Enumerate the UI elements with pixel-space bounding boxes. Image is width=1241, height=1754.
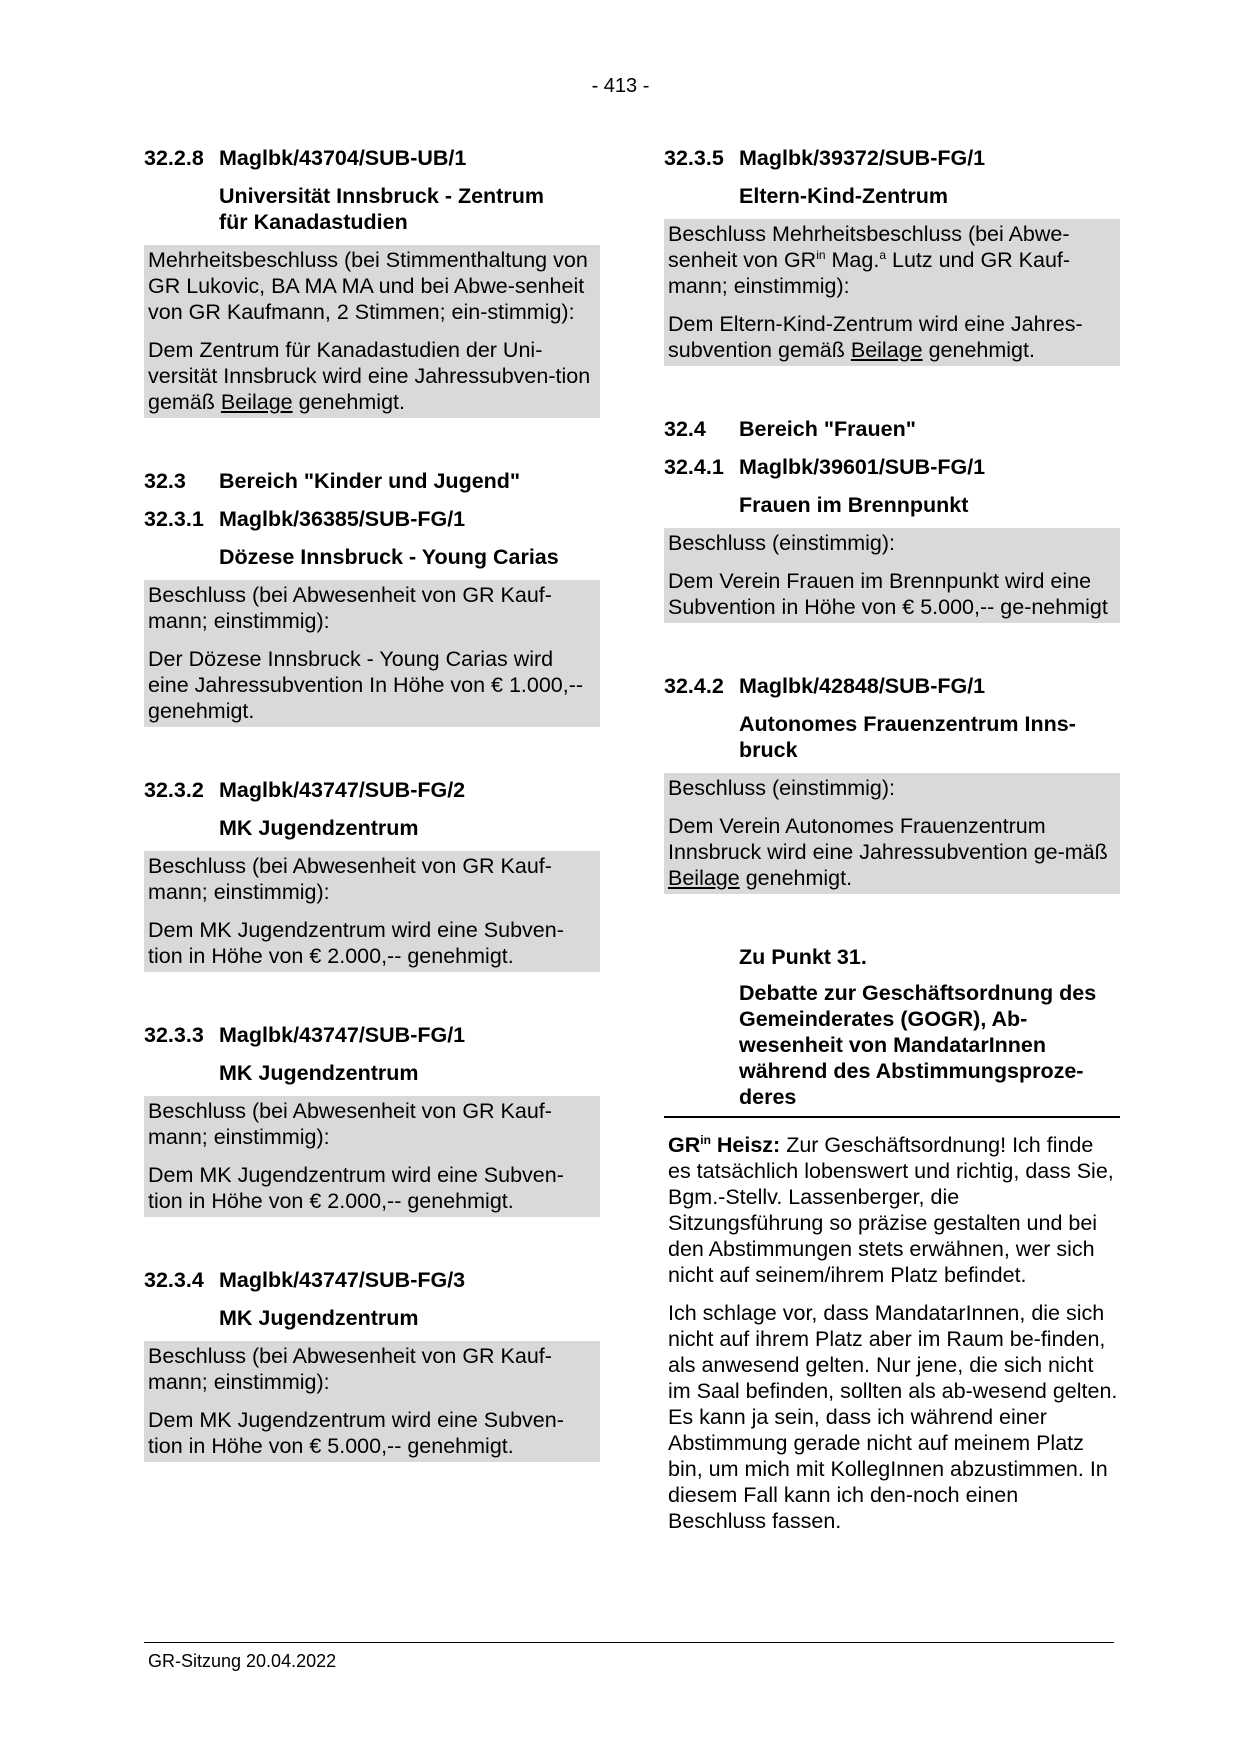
resolution-box [664, 773, 1120, 894]
section-title-line: Universität Innsbruck - Zentrum [219, 184, 544, 208]
section-heading [144, 777, 600, 803]
section-title: MK Jugendzentrum [219, 1061, 419, 1085]
section-heading [144, 145, 600, 171]
text-span: genehmigt. [292, 390, 405, 414]
resolution-text: Beschluss (bei Abwesenheit von GR Kauf-mann; einstimmig): [148, 854, 552, 904]
resolution-text [148, 337, 596, 415]
section-number: 32.3.5 [664, 146, 724, 170]
section-title: Bereich "Kinder und Jugend" [219, 469, 521, 493]
section-heading [664, 416, 1120, 442]
section-title: Frauen im Brennpunkt [739, 493, 969, 517]
section-number: 32.3.3 [144, 1023, 204, 1047]
beilage-link[interactable]: Beilage [850, 338, 923, 362]
speech [664, 1132, 1120, 1534]
section-title: MK Jugendzentrum [219, 1306, 419, 1330]
footer-divider [144, 1642, 1114, 1643]
text-span: Zur Geschäftsordnung! Ich finde es tatsächlich lobenswert und richtig, dass Sie, Bgm.-Stellv. Lassenberger, die Sitzungsführung so präzise gestalten und bei den Abstimmungen stets erwähnen, wer sich nicht auf seinem/ihrem Platz befindet. [668, 1133, 1114, 1287]
resolution-text: Beschluss (bei Abwesenheit von GR Kauf-mann; einstimmig): [148, 1344, 552, 1394]
resolution-text: Dem MK Jugendzentrum wird eine Subven-tion in Höhe von € 5.000,-- genehmigt. [148, 1408, 564, 1458]
divider [664, 1116, 1120, 1118]
resolution-text [668, 311, 1116, 363]
section-code: Maglbk/39601/SUB-FG/1 [739, 455, 986, 479]
section-code: Maglbk/42848/SUB-FG/1 [739, 674, 986, 698]
text-span: genehmigt. [922, 338, 1035, 362]
text-span: Dem Zentrum für Kanadastudien der Uni-versität Innsbruck wird eine Jahressubven-tion gemäß [148, 338, 591, 414]
section-title [219, 183, 600, 235]
section-code: Maglbk/39372/SUB-FG/1 [739, 146, 986, 170]
section-number: 32.3.2 [144, 778, 204, 802]
resolution-text: Dem MK Jugendzentrum wird eine Subven-tion in Höhe von € 2.000,-- genehmigt. [148, 1163, 564, 1213]
text-span: genehmigt. [739, 866, 853, 890]
section-heading [664, 454, 1120, 480]
resolution-box [144, 851, 600, 972]
section-number: 32.4.1 [664, 455, 724, 479]
section-title: Autonomes Frauenzentrum Inns-bruck [739, 712, 1076, 762]
section-heading [144, 1022, 600, 1048]
speaker-name: Heisz: [710, 1133, 781, 1157]
speaker-label: GR [668, 1133, 701, 1157]
left-column [144, 145, 600, 1462]
beilage-link[interactable]: Beilage [220, 390, 293, 414]
section-code: Maglbk/43747/SUB-FG/1 [219, 1023, 466, 1047]
section-number: 32.3.1 [144, 507, 204, 531]
speech-paragraph [664, 1132, 1120, 1288]
section-number: 32.4.2 [664, 674, 724, 698]
resolution-box [144, 245, 600, 418]
resolution-box [144, 1096, 600, 1217]
text-span: Dem Verein Autonomes Frauenzentrum Innsbruck wird eine Jahressubvention ge-mäß [668, 814, 1108, 864]
resolution-text: Beschluss (einstimmig): [668, 531, 895, 555]
section-heading [664, 145, 1120, 171]
resolution-box [664, 528, 1120, 623]
resolution-text: Beschluss (bei Abwesenheit von GR Kauf-mann; einstimmig): [148, 1099, 552, 1149]
section-code: Maglbk/43747/SUB-FG/2 [219, 778, 466, 802]
speech-paragraph: Ich schlage vor, dass MandatarInnen, die sich nicht auf ihrem Platz aber im Raum be-finden, als anwesend gelten. Nur jene, die sich nicht im Saal befinden, sollten als ab-wesend gelten. Es kann ja sein, dass ich während einer Abstimmung gerade nicht auf meinem Platz bin, um mich mit KollegInnen abzustimmen. In diesem Fall kann ich den-noch einen Beschluss fassen. [668, 1301, 1118, 1533]
resolution-text: Der Dözese Innsbruck - Young Carias wird eine Jahressubvention In Höhe von € 1.000,-- genehmigt. [148, 647, 584, 723]
agenda-item-title: Zu Punkt 31. [739, 945, 867, 969]
text-span: Lutz und GR Kauf-mann; einstimmig): [668, 248, 1071, 298]
superscript: a [879, 247, 887, 262]
section-heading [664, 673, 1120, 699]
page-number: - 413 - [591, 75, 650, 97]
section-number: 32.2.8 [144, 146, 204, 170]
resolution-box [144, 1341, 600, 1462]
right-column [664, 145, 1120, 1546]
agenda-item-subtitle: Debatte zur Geschäftsordnung des Gemeinderates (GOGR), Ab-wesenheit von MandatarInnen während des Abstimmungsproze-deres [739, 981, 1097, 1109]
section-code: Maglbk/36385/SUB-FG/1 [219, 507, 466, 531]
section-heading [144, 1267, 600, 1293]
section-title: Eltern-Kind-Zentrum [739, 184, 949, 208]
resolution-text: Dem MK Jugendzentrum wird eine Subven-tion in Höhe von € 2.000,-- genehmigt. [148, 918, 564, 968]
section-number: 32.3 [144, 469, 186, 493]
section-number: 32.3.4 [144, 1268, 204, 1292]
text-span: Mag. [825, 248, 880, 272]
text-span: Beschluss Mehrheitsbeschluss (bei Abwe-senheit von GR [668, 222, 1070, 272]
section-code: Maglbk/43704/SUB-UB/1 [219, 146, 467, 170]
text-span: Dem Eltern-Kind-Zentrum wird eine Jahres-subvention gemäß [668, 312, 1083, 362]
section-title: Bereich "Frauen" [739, 417, 916, 441]
resolution-text [668, 813, 1116, 891]
resolution-text: Beschluss (bei Abwesenheit von GR Kauf-mann; einstimmig): [148, 583, 552, 633]
section-title-line: für Kanadastudien [219, 210, 408, 234]
section-heading [144, 506, 600, 532]
superscript: in [700, 1132, 711, 1147]
section-title: Dözese Innsbruck - Young Carias [219, 545, 559, 569]
footer-text: GR-Sitzung 20.04.2022 [148, 1651, 337, 1671]
resolution-text [668, 221, 1116, 299]
resolution-box [144, 580, 600, 727]
resolution-text: Beschluss (einstimmig): [668, 776, 895, 800]
resolution-box [664, 219, 1120, 366]
superscript: in [816, 247, 826, 262]
section-number: 32.4 [664, 417, 706, 441]
section-title: MK Jugendzentrum [219, 816, 419, 840]
resolution-text: Dem Verein Frauen im Brennpunkt wird eine Subvention in Höhe von € 5.000,-- ge-nehmigt [668, 569, 1108, 619]
beilage-link[interactable]: Beilage [668, 866, 740, 890]
section-code: Maglbk/43747/SUB-FG/3 [219, 1268, 466, 1292]
resolution-text: Mehrheitsbeschluss (bei Stimmenthaltung von GR Lukovic, BA MA MA und bei Abwe-senheit von GR Kaufmann, 2 Stimmen; ein-stimmig): [148, 248, 588, 324]
section-heading [144, 468, 600, 494]
